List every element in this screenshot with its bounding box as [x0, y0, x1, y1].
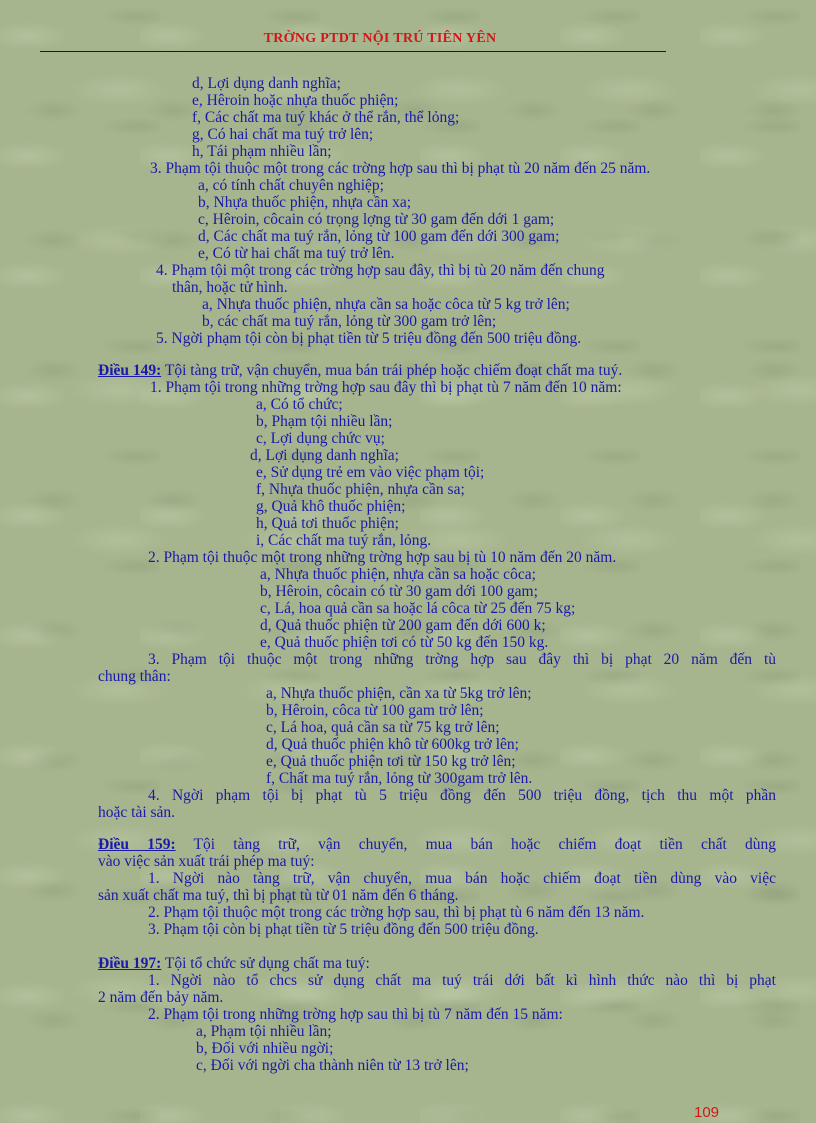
text-line: d, Lợi dụng danh nghĩa;	[192, 75, 341, 92]
text-line: c, Đối với ngời cha thành niên từ 13 trở lên;	[196, 1057, 469, 1074]
article-197-heading	[98, 955, 370, 972]
text-line: e, Hêroin hoặc nhựa thuốc phiện;	[192, 92, 399, 109]
text-line: a, Nhựa thuốc phiện, nhựa cần sa hoặc côca từ 5 kg trở lên;	[202, 296, 570, 313]
text-line: c, Lợi dụng chức vụ;	[256, 430, 385, 447]
text-line: a, Nhựa thuốc phiện, cần xa từ 5kg trở lên;	[266, 685, 532, 702]
page-number: 109	[694, 1104, 720, 1121]
page-header: TRỜNG PTDT NỘI TRÚ TIÊN YÊN	[263, 31, 497, 46]
text-line: 1. Ngời nào tổ chcs sử dụng chất ma tuý trái dới bất kì hình thức nào thì bị phạt	[148, 972, 776, 989]
text-line: a, Có tổ chức;	[256, 396, 343, 413]
text-line: 2 năm đến bảy năm.	[98, 989, 224, 1006]
text-line: d, Quả thuốc phiện khô từ 600kg trở lên;	[266, 736, 519, 753]
text-line: b, Phạm tội nhiều lần;	[256, 413, 393, 430]
text-line: 3. Phạm tội thuộc một trong những trờng hợp sau đây thì bị phạt 20 năm đến tù	[148, 651, 776, 668]
article-149-title: Tội tàng trữ, vận chuyển, mua bán trái phép hoặc chiếm đoạt chất ma tuý.	[161, 362, 623, 379]
article-159-title: Tội tàng trữ, vận chuyển, mua bán hoặc chiếm đoạt tiền chất dùng	[175, 836, 776, 853]
text-line: f, Chất ma tuý rắn, lỏng từ 300gam trở lên.	[266, 770, 533, 787]
text-line: c, Lá, hoa quả cần sa hoặc lá côca từ 25 đến 75 kg;	[260, 600, 576, 617]
text-line: i, Các chất ma tuý rắn, lỏng.	[256, 532, 432, 549]
text-line: b, Nhựa thuốc phiện, nhựa cần xa;	[198, 194, 412, 211]
article-149-heading	[98, 362, 622, 379]
text-line: d, Quả thuốc phiện từ 200 gam đến dới 600 k;	[260, 617, 546, 634]
article-149-label: Điều 149:	[98, 362, 162, 379]
text-line: hoặc tài sản.	[98, 804, 176, 821]
text-line: b, Đối với nhiều ngời;	[196, 1040, 334, 1057]
text-line: vào việc sản xuất trái phép ma tuý:	[98, 853, 315, 870]
text-line: thân, hoặc tử hình.	[172, 279, 288, 296]
text-line: e, Sử dụng trẻ em vào việc phạm tội;	[256, 464, 485, 481]
text-line: 2. Phạm tội thuộc một trong những trờng hợp sau bị tù 10 năm đến 20 năm.	[148, 549, 617, 566]
text-line: 1. Phạm tội trong những trờng hợp sau đây thì bị phạt tù 7 năm đến 10 năm:	[150, 379, 622, 396]
text-line: c, Hêroin, côcain có trọng lợng từ 30 gam đến dới 1 gam;	[198, 211, 555, 228]
article-197-title: Tội tổ chức sử dụng chất ma tuý:	[161, 955, 370, 972]
text-line: e, Có từ hai chất ma tuý trở lên.	[198, 245, 395, 262]
text-line: h, Quả tơi thuốc phiện;	[256, 515, 399, 532]
text-line: 5. Ngời phạm tội còn bị phạt tiền từ 5 triệu đồng đến 500 triệu đồng.	[156, 330, 582, 347]
text-line: 3. Phạm tội còn bị phạt tiền từ 5 triệu đồng đến 500 triệu đồng.	[148, 921, 539, 938]
article-159-heading	[98, 836, 776, 853]
text-line: 4. Ngời phạm tội bị phạt tù 5 triệu đồng đến 500 triệu đồng, tịch thu một phần	[148, 787, 776, 804]
text-line: b, các chất ma tuý rắn, lỏng từ 300 gam trở lên;	[202, 313, 497, 330]
text-line: e, Quả thuốc phiện tơi từ 150 kg trở lên;	[266, 753, 516, 770]
text-line: c, Lá hoa, quả cần sa từ 75 kg trở lên;	[266, 719, 500, 736]
text-line: sản xuất chất ma tuý, thì bị phạt tù từ 01 năm đến 6 tháng.	[98, 887, 459, 904]
text-line: g, Quả khô thuốc phiện;	[256, 498, 406, 515]
article-197-label: Điều 197:	[98, 955, 162, 972]
text-line: 3. Phạm tội thuộc một trong các trờng hợp sau thì bị phạt tù 20 năm đến 25 năm.	[150, 160, 651, 177]
text-line: a, Nhựa thuốc phiện, nhựa cần sa hoặc côca;	[260, 566, 536, 583]
text-line: d, Lợi dụng danh nghĩa;	[250, 447, 399, 464]
text-line: 4. Phạm tội một trong các trờng hợp sau đây, thì bị tù 20 năm đến chung	[156, 262, 605, 279]
text-line: b, Hêroin, côca từ 100 gam trở lên;	[266, 702, 484, 719]
text-line: a, Phạm tội nhiều lần;	[196, 1023, 332, 1040]
text-line: d, Các chất ma tuý rắn, lỏng từ 100 gam đến dới 300 gam;	[198, 228, 560, 245]
text-line: chung thân:	[98, 668, 171, 685]
text-line: e, Quả thuốc phiện tơi có từ 50 kg đến 150 kg.	[260, 634, 549, 651]
header-rule	[40, 51, 666, 52]
text-line: h, Tái phạm nhiều lần;	[192, 143, 332, 160]
text-line: 2. Phạm tội trong những trờng hợp sau thì bị tù 7 năm đến 15 năm:	[148, 1006, 563, 1023]
text-line: b, Hêroin, côcain có từ 30 gam dới 100 gam;	[260, 583, 538, 600]
text-line: g, Có hai chất ma tuý trở lên;	[192, 126, 374, 143]
text-line: f, Nhựa thuốc phiện, nhựa cần sa;	[256, 481, 465, 498]
text-line: f, Các chất ma tuý khác ở thể rắn, thể lỏng;	[192, 109, 460, 126]
text-line: 2. Phạm tội thuộc một trong các trờng hợp sau, thì bị phạt tù 6 năm đến 13 năm.	[148, 904, 645, 921]
text-line: a, có tính chất chuyên nghiệp;	[198, 177, 384, 194]
article-159-label: Điều 159:	[98, 836, 176, 853]
text-line: 1. Ngời nào tàng trữ, vận chuyển, mua bán hoặc chiếm đoạt tiền dùng vào việc	[148, 870, 776, 887]
